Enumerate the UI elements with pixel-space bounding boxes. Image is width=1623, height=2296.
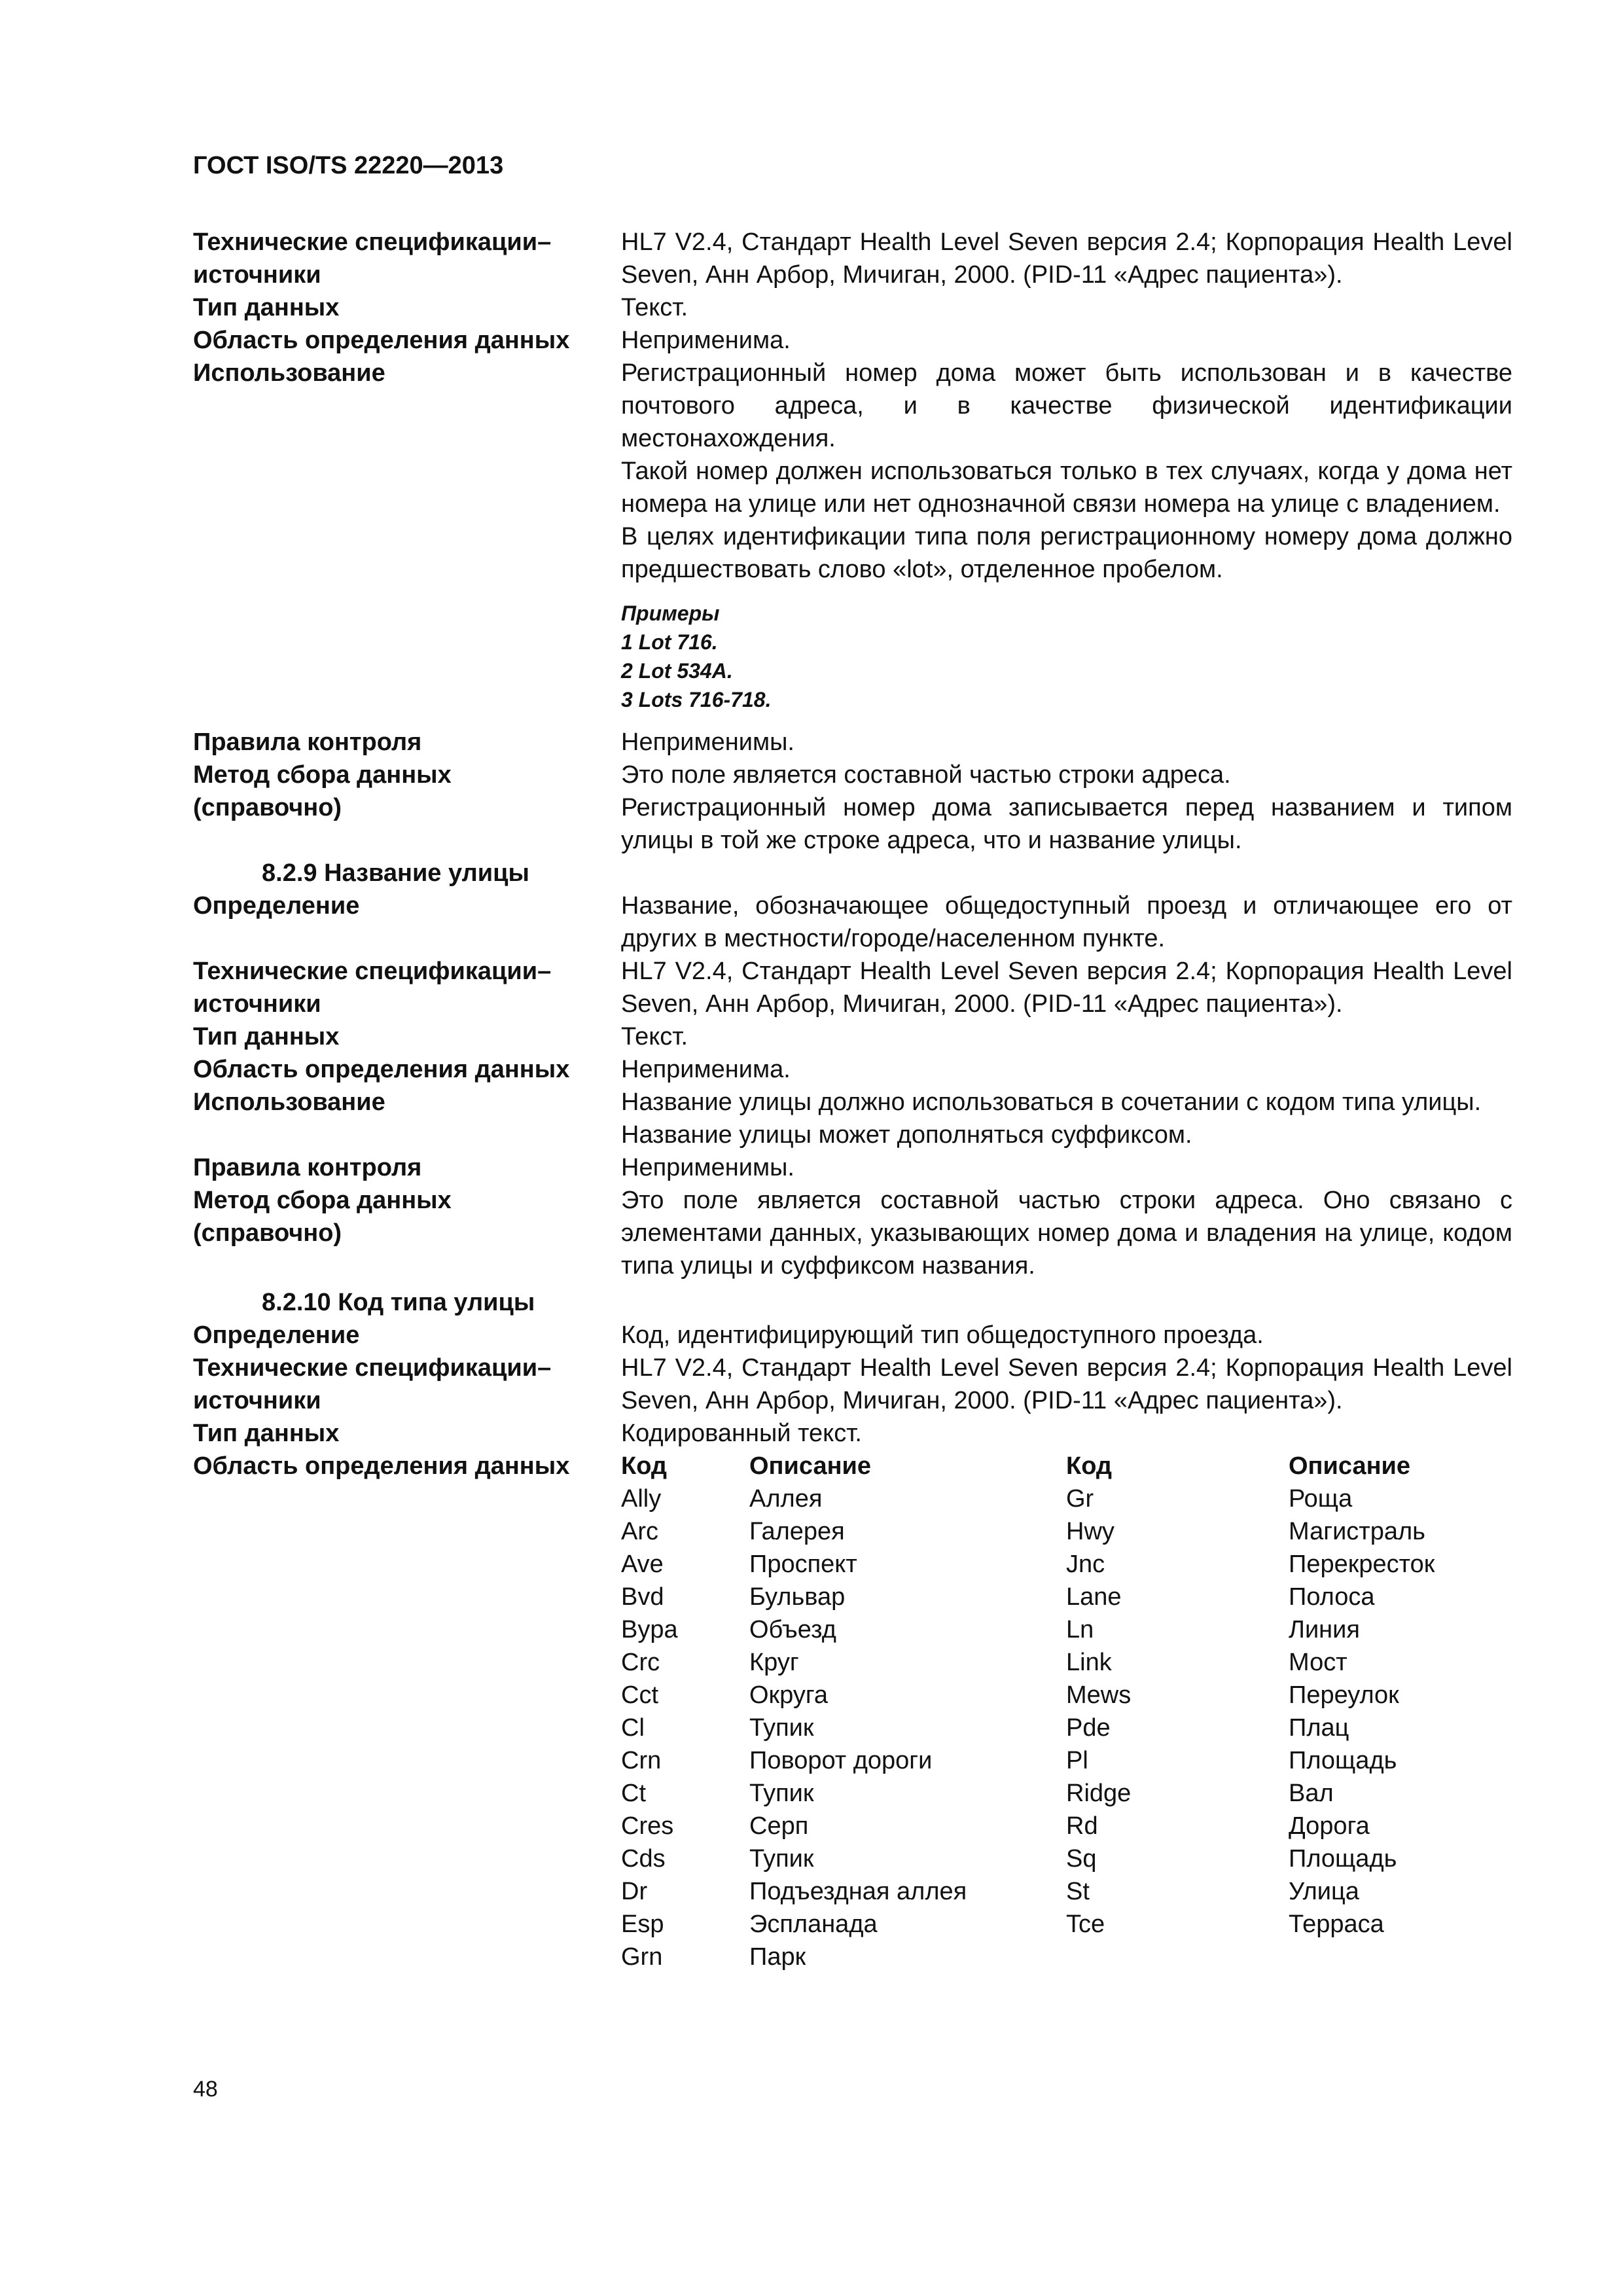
table-cell-description: Площадь	[1289, 1747, 1397, 1774]
table-cell-description: Улица	[1289, 1878, 1359, 1905]
table-cell-description: Вал	[1289, 1780, 1334, 1807]
table-cell-description: Площадь	[1289, 1845, 1397, 1873]
section-heading-8-2-10: 8.2.10 Код типа улицы	[262, 1289, 535, 1316]
table-row	[621, 1613, 1512, 1646]
section-8-2-10-attributes	[193, 1319, 1512, 1450]
attribute-value: Текст.	[621, 1023, 688, 1050]
table-row	[621, 1515, 1512, 1548]
attribute-row	[193, 1417, 1512, 1450]
table-cell-description: Магистраль	[1289, 1518, 1425, 1545]
attribute-value: Неприменимы.	[621, 1154, 794, 1181]
attribute-row-domain	[193, 1450, 1512, 1973]
table-row	[621, 1548, 1512, 1581]
attribute-label: Определение	[193, 1321, 360, 1349]
table-cell-description: Аллея	[749, 1485, 823, 1513]
table-cell-code: Esp	[621, 1910, 664, 1938]
attribute-row	[193, 1053, 1512, 1086]
table-cell-code: Ridge	[1066, 1780, 1132, 1807]
table-cell-description: Линия	[1289, 1616, 1360, 1643]
attribute-value: Это поле является составной частью строки адреса. Регистрационный номер дома записывается перед названием и типом улицы в той же строке адреса, что и название улицы.	[621, 761, 1512, 854]
table-cell-code: Dr	[621, 1878, 648, 1905]
table-row	[621, 1744, 1512, 1777]
attribute-label: Область определения данных	[193, 1452, 570, 1480]
table-cell-description: Эспланада	[749, 1910, 878, 1938]
table-cell-description: Бульвар	[749, 1583, 846, 1611]
column-header: Описание	[749, 1452, 872, 1480]
table-row	[621, 1482, 1512, 1515]
table-cell-code: Cct	[621, 1681, 658, 1709]
table-cell-description: Тупик	[749, 1780, 814, 1807]
table-row	[621, 1777, 1512, 1810]
attribute-value: HL7 V2.4, Стандарт Health Level Seven версия 2.4; Корпорация Health Level Seven, Анн Арбор, Мичиган, 2000. (PID-11 «Адрес пациента»).	[621, 228, 1512, 289]
attribute-label: Тип данных	[193, 1023, 340, 1050]
attribute-label: Область определения данных	[193, 327, 570, 354]
content-block	[193, 226, 1512, 1973]
attribute-row	[193, 291, 1512, 324]
table-cell-code: Cds	[621, 1845, 666, 1873]
attribute-label: Технические спецификации– источники	[193, 228, 552, 289]
attribute-value: Неприменима.	[621, 1056, 791, 1083]
attribute-row	[193, 1086, 1512, 1151]
attribute-label: Технические спецификации– источники	[193, 958, 552, 1018]
attribute-label: Метод сбора данных (справочно)	[193, 1187, 452, 1247]
attribute-label: Использование	[193, 359, 385, 387]
attribute-value: Кодированный текст.	[621, 1420, 862, 1447]
table-cell-code: Link	[1066, 1649, 1112, 1676]
table-cell-code: Mews	[1066, 1681, 1132, 1709]
attribute-row	[193, 1184, 1512, 1282]
table-cell-code: Bypa	[621, 1616, 678, 1643]
table-cell-code: Pde	[1066, 1714, 1111, 1742]
attribute-value: Неприменимы.	[621, 728, 794, 756]
attribute-label: Использование	[193, 1088, 385, 1116]
attribute-row	[193, 1020, 1512, 1053]
table-cell-code: Grn	[621, 1943, 663, 1971]
street-type-code-table	[621, 1450, 1512, 1973]
attribute-value: Текст.	[621, 294, 688, 321]
attribute-row	[193, 1352, 1512, 1417]
table-cell-code: Tce	[1066, 1910, 1105, 1938]
table-cell-description: Терраса	[1289, 1910, 1384, 1938]
attribute-value: Название, обозначающее общедоступный проезд и отличающее его от других в местности/городе/населенном пункте.	[621, 892, 1512, 952]
table-cell-description: Подъездная аллея	[749, 1878, 967, 1905]
table-cell-description: Роща	[1289, 1485, 1353, 1513]
attribute-row	[193, 1319, 1512, 1352]
attribute-row	[193, 226, 1512, 291]
element-attributes	[193, 226, 1512, 586]
examples-note: Примеры 1 Lot 716. 2 Lot 534A. 3 Lots 716-718.	[621, 601, 772, 711]
table-cell-code: Ally	[621, 1485, 662, 1513]
table-cell-code: Cres	[621, 1812, 674, 1840]
attribute-label: Технические спецификации– источники	[193, 1354, 552, 1414]
attribute-row	[193, 726, 1512, 759]
table-row	[621, 1875, 1512, 1908]
table-cell-code: Sq	[1066, 1845, 1097, 1873]
column-header: Описание	[1289, 1452, 1411, 1480]
table-cell-code: Cl	[621, 1714, 645, 1742]
table-cell-description: Проспект	[749, 1551, 857, 1578]
table-row	[621, 1842, 1512, 1875]
table-cell-description: Объезд	[749, 1616, 836, 1643]
table-cell-code: Arc	[621, 1518, 658, 1545]
attribute-value: Код, идентифицирующий тип общедоступного проезда.	[621, 1321, 1264, 1349]
table-cell-code: Ave	[621, 1551, 664, 1578]
table-cell-description: Галерея	[749, 1518, 845, 1545]
attribute-row	[193, 759, 1512, 857]
attribute-row	[193, 357, 1512, 586]
table-cell-code: Ct	[621, 1780, 646, 1807]
attribute-value: Название улицы должно использоваться в сочетании с кодом типа улицы. Название улицы может дополняться суффиксом.	[621, 1088, 1482, 1149]
table-cell-code: St	[1066, 1878, 1090, 1905]
attribute-value: Это поле является составной частью строки адреса. Оно связано с элементами данных, указывающих номер дома и владения на улице, кодом типа улицы и суффиксом названия.	[621, 1187, 1512, 1280]
table-cell-code: Bvd	[621, 1583, 664, 1611]
table-cell-description: Круг	[749, 1649, 799, 1676]
table-cell-description: Дорога	[1289, 1812, 1370, 1840]
table-cell-description: Серп	[749, 1812, 809, 1840]
column-header: Код	[1066, 1452, 1113, 1480]
table-row	[621, 1581, 1512, 1613]
table-cell-description: Поворот дороги	[749, 1747, 933, 1774]
table-cell-code: Hwy	[1066, 1518, 1115, 1545]
table-row	[621, 1646, 1512, 1679]
table-cell-code: Gr	[1066, 1485, 1094, 1513]
table-cell-description: Переулок	[1289, 1681, 1399, 1709]
attribute-label: Область определения данных	[193, 1056, 570, 1083]
attribute-value: HL7 V2.4, Стандарт Health Level Seven версия 2.4; Корпорация Health Level Seven, Анн Арбор, Мичиган, 2000. (PID-11 «Адрес пациента»).	[621, 958, 1512, 1018]
table-cell-code: Lane	[1066, 1583, 1122, 1611]
table-row	[621, 1712, 1512, 1744]
attribute-value: Неприменима.	[621, 327, 791, 354]
table-cell-code: Pl	[1066, 1747, 1088, 1774]
table-cell-description: Тупик	[749, 1714, 814, 1742]
attribute-row	[193, 889, 1512, 955]
table-row	[621, 1810, 1512, 1842]
attribute-label: Тип данных	[193, 1420, 340, 1447]
table-cell-description: Парк	[749, 1943, 806, 1971]
table-row	[621, 1679, 1512, 1712]
attribute-label: Тип данных	[193, 294, 340, 321]
table-cell-description: Округа	[749, 1681, 829, 1709]
table-cell-code: Rd	[1066, 1812, 1098, 1840]
table-cell-description: Полоса	[1289, 1583, 1375, 1611]
attribute-value: Регистрационный номер дома может быть использован и в качестве почтового адреса, и в качестве физической идентификации местонахождения. Такой номер должен использоваться только в тех случаях, когда у дома нет номера на улице или нет однозначной связи номера на улице с владением. В целях идентификации типа поля регистрационному номеру дома должно предшествовать слово «lot», отделенное пробелом.	[621, 359, 1512, 583]
table-cell-description: Мост	[1289, 1649, 1347, 1676]
table-header-row	[621, 1450, 1512, 1482]
table-cell-code: Jnc	[1066, 1551, 1105, 1578]
attribute-label: Правила контроля	[193, 1154, 422, 1181]
section-heading-8-2-9: 8.2.9 Название улицы	[262, 859, 529, 887]
table-row	[621, 1941, 1512, 1973]
attribute-row	[193, 1151, 1512, 1184]
table-cell-description: Перекресток	[1289, 1551, 1435, 1578]
attribute-value: HL7 V2.4, Стандарт Health Level Seven версия 2.4; Корпорация Health Level Seven, Анн Арбор, Мичиган, 2000. (PID-11 «Адрес пациента»).	[621, 1354, 1512, 1414]
element-attributes-continued	[193, 726, 1512, 857]
section-8-2-9-attributes	[193, 889, 1512, 1282]
document-header: ГОСТ ISO/TS 22220—2013	[193, 152, 504, 179]
table-cell-code: Ln	[1066, 1616, 1094, 1643]
table-cell-description: Тупик	[749, 1845, 814, 1873]
table-cell-code: Crn	[621, 1747, 662, 1774]
column-header: Код	[621, 1452, 668, 1480]
page-number: 48	[193, 2077, 218, 2102]
attribute-label: Правила контроля	[193, 728, 422, 756]
attribute-row	[193, 324, 1512, 357]
table-row	[621, 1908, 1512, 1941]
attribute-row	[193, 955, 1512, 1020]
attribute-label: Определение	[193, 892, 360, 920]
attribute-label: Метод сбора данных (справочно)	[193, 761, 452, 821]
table-cell-code: Crc	[621, 1649, 660, 1676]
table-cell-description: Плац	[1289, 1714, 1349, 1742]
